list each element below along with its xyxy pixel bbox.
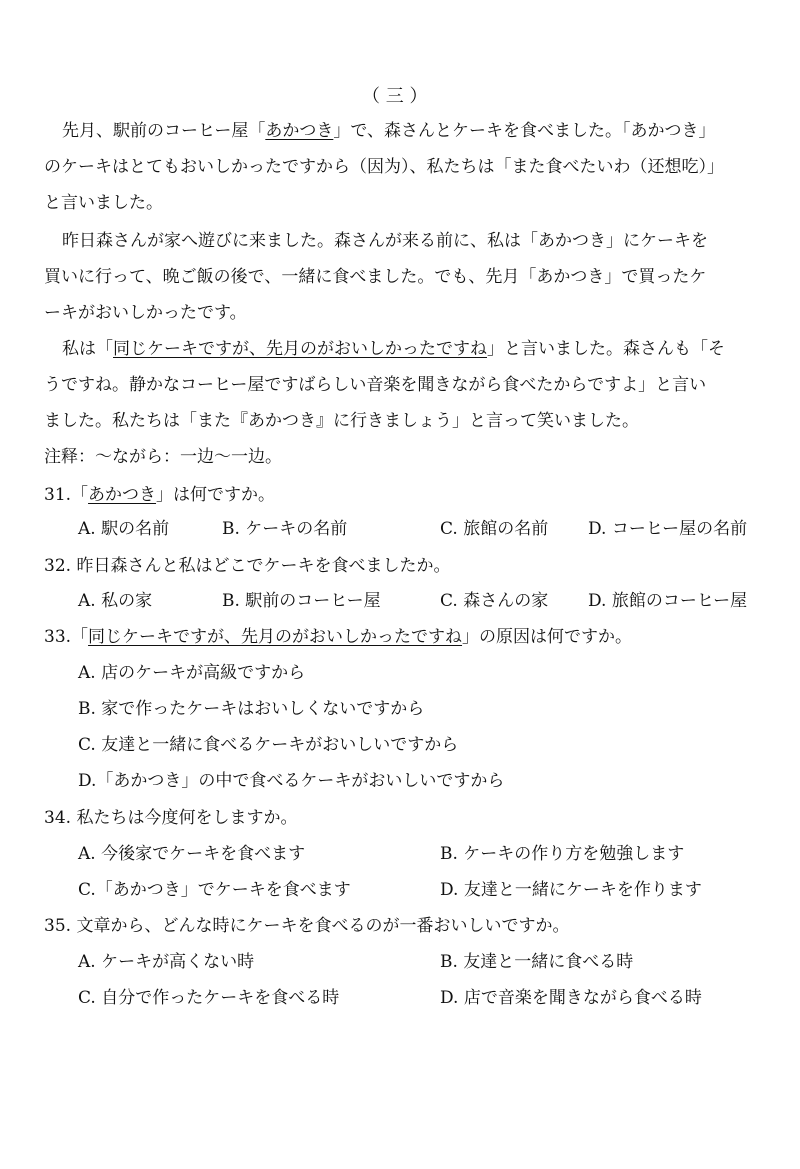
passage-line: のケーキはとてもおいしかったですから（因为）、私たちは「また食べたいわ（还想吃）」	[44, 157, 724, 177]
option-d: D. 旅館のコーヒー屋	[588, 591, 748, 611]
option-c: C. 森さんの家	[440, 591, 549, 611]
option-b: B. ケーキの作り方を勉強します	[440, 844, 685, 864]
option-c: C.「あかつき」でケーキを食べます	[78, 880, 351, 900]
option-a: A. ケーキが高くない時	[78, 952, 255, 972]
question-stem: 32. 昨日森さんと私はどこでケーキを食べましたか。	[44, 556, 451, 576]
passage-line: 先月、駅前のコーヒー屋「あかつき」で、森さんとケーキを食べました。「あかつき」	[62, 121, 716, 141]
option-d: D. 友達と一緒にケーキを作ります	[440, 880, 702, 900]
option-b: B. 家で作ったケーキはおいしくないですから	[78, 699, 425, 719]
option-b: B. 駅前のコーヒー屋	[222, 591, 381, 611]
option-a: A. 私の家	[78, 591, 153, 611]
option-c: C. 友達と一緒に食べるケーキがおいしいですから	[78, 735, 459, 755]
option-a: A. 駅の名前	[78, 519, 170, 539]
passage-line: 買いに行って、晩ご飯の後で、一緒に食べました。でも、先月「あかつき」で買ったケ	[44, 267, 707, 287]
question-stem: 31.「あかつき」は何ですか。	[44, 485, 276, 505]
note: 注释：～ながら：一边～一边。	[44, 447, 282, 467]
passage-line: 昨日森さんが家へ遊びに来ました。森さんが来る前に、私は「あかつき」にケーキを	[62, 231, 708, 251]
passage-line: ました。私たちは「また『あかつき』に行きましょう」と言って笑いました。	[44, 411, 639, 431]
underlined-quote: 同じケーキですが、先月のがおいしかったですね	[113, 339, 487, 359]
underlined-quote: 同じケーキですが、先月のがおいしかったですね	[88, 627, 463, 647]
section-title: （ 三 ）	[362, 86, 428, 107]
passage-line: 私は「同じケーキですが、先月のがおいしかったですね」と言いました。森さんも「そ	[62, 339, 725, 359]
underlined-term: あかつき	[265, 121, 334, 141]
passage-line: と言いました。	[44, 193, 163, 213]
option-c: C. 自分で作ったケーキを食べる時	[78, 988, 340, 1008]
question-stem: 33.「同じケーキですが、先月のがおいしかったですね」の原因は何ですか。	[44, 627, 633, 647]
question-stem: 34. 私たちは今度何をしますか。	[44, 808, 298, 828]
option-a: A. 店のケーキが高級ですから	[78, 663, 306, 683]
option-d: D. コーヒー屋の名前	[588, 519, 748, 539]
option-d: D.「あかつき」の中で食べるケーキがおいしいですから	[78, 771, 505, 791]
passage-line: ーキがおいしかったです。	[44, 303, 247, 323]
option-a: A. 今後家でケーキを食べます	[78, 844, 306, 864]
option-b: B. 友達と一緒に食べる時	[440, 952, 634, 972]
option-d: D. 店で音楽を聞きながら食べる時	[440, 988, 702, 1008]
question-stem: 35. 文章から、どんな時にケーキを食べるのが一番おいしいですか。	[44, 916, 570, 936]
passage-line: うですね。静かなコーヒー屋ですばらしい音楽を聞きながら食べたからですよ」と言い	[44, 375, 707, 395]
option-c: C. 旅館の名前	[440, 519, 549, 539]
underlined-term: あかつき	[88, 485, 157, 505]
option-b: B. ケーキの名前	[222, 519, 348, 539]
